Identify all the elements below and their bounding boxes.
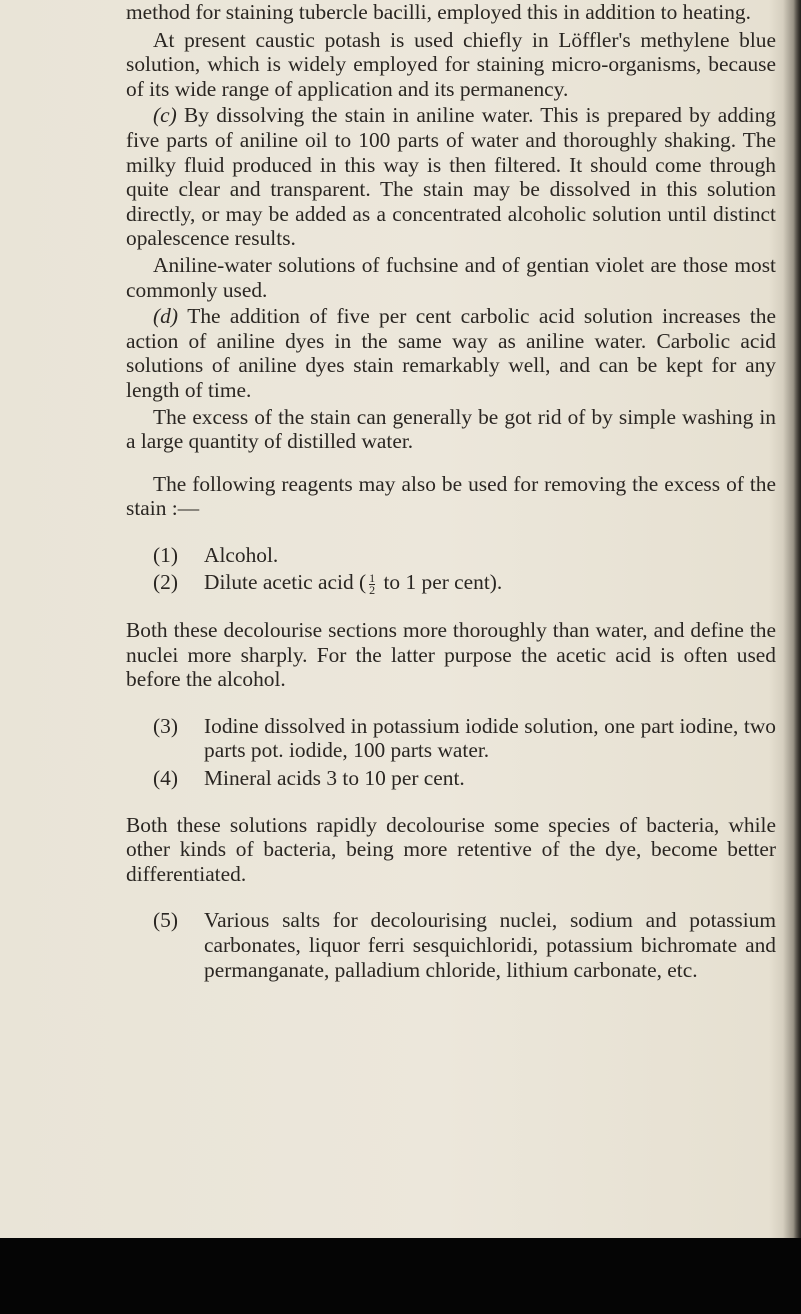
paragraph-excess-stain: The excess of the stain can generally be got rid of by simple washing in a large quantity of distilled water.	[126, 404, 776, 454]
section-marker-c: (c)	[153, 103, 184, 128]
list-text-pre: Dilute acetic acid (	[204, 570, 367, 595]
paragraph-reagents: The following reagents may also be used for removing the excess of the stain :—	[126, 471, 776, 521]
list-item-alcohol	[153, 543, 776, 568]
paragraph-decolourise-sections: Both these decolourise sections more thoroughly than water, and define the nuclei more sharply. For the latter purpose the acetic acid is often used before the alcohol.	[126, 618, 776, 692]
list-number: (3)	[153, 713, 178, 738]
list-item-iodine	[153, 714, 776, 763]
list-item-acetic-acid	[153, 570, 776, 596]
list-text: Alcohol.	[204, 542, 279, 567]
paragraph-fuchsine: Aniline-water solutions of fuchsine and of gentian violet are those most commonly used.	[126, 252, 776, 302]
list-item-mineral-acids	[153, 766, 776, 791]
list-number: (4)	[153, 766, 178, 791]
list-item-various-salts	[153, 908, 776, 982]
paragraph-caustic-potash: At present caustic potash is used chiefly in Löffler's methylene blue solution, which is widely employed for staining micro-organisms, because of its wide range of application and its permanency.	[126, 27, 776, 101]
list-text-post: to 1 per cent).	[378, 570, 503, 595]
list-number: (1)	[153, 542, 178, 567]
paragraph-aniline-water-text: By dissolving the stain in aniline water. This is prepared by adding five parts of aniline oil to 100 parts of water and thoroughly shaking. The milky fluid produced in this way is then filtered. It should come through quite clear and transparent. The stain may be dissolved in this solution directly, or may be added as a concentrated alcoholic solution until distinct opalescence results.	[126, 103, 777, 251]
paragraph-carbolic	[126, 304, 776, 402]
list-number: (5)	[153, 908, 178, 933]
paragraph-decolourise-bacteria: Both these solutions rapidly decolourise some species of bacteria, while other kinds of bacteria, being more retentive of the dye, become better differentiated.	[126, 812, 776, 886]
paragraph-continuation: method for staining tubercle bacilli, employed this in addition to heating.	[126, 0, 751, 24]
scan-bottom-border	[0, 1238, 801, 1314]
fraction-numerator: 1	[369, 571, 376, 586]
list-text: Iodine dissolved in potassium iodide solution, one part iodine, two parts pot. iodide, 100 parts water.	[204, 713, 776, 763]
list-text: Various salts for decolourising nuclei, sodium and potassium carbonates, liquor ferri sesquichloridi, potassium bichromate and permanganate, palladium chloride, lithium carbonate, etc.	[204, 908, 776, 982]
page-text-block	[126, 0, 776, 982]
fraction-one-half	[369, 573, 375, 596]
list-number: (2)	[153, 570, 178, 595]
list-text	[204, 570, 776, 596]
fraction-denominator: 2	[369, 583, 376, 598]
list-text: Mineral acids 3 to 10 per cent.	[204, 766, 465, 791]
paragraph-aniline-water	[126, 103, 776, 251]
paragraph-carbolic-text: The addition of five per cent carbolic acid solution increases the action of aniline dyes in the same way as aniline water. Carbolic acid solutions of aniline dyes stain remarkably well, and can be kept for any length of time.	[126, 304, 776, 402]
section-marker-d: (d)	[153, 304, 188, 329]
page-edge-shadow	[783, 0, 801, 1238]
